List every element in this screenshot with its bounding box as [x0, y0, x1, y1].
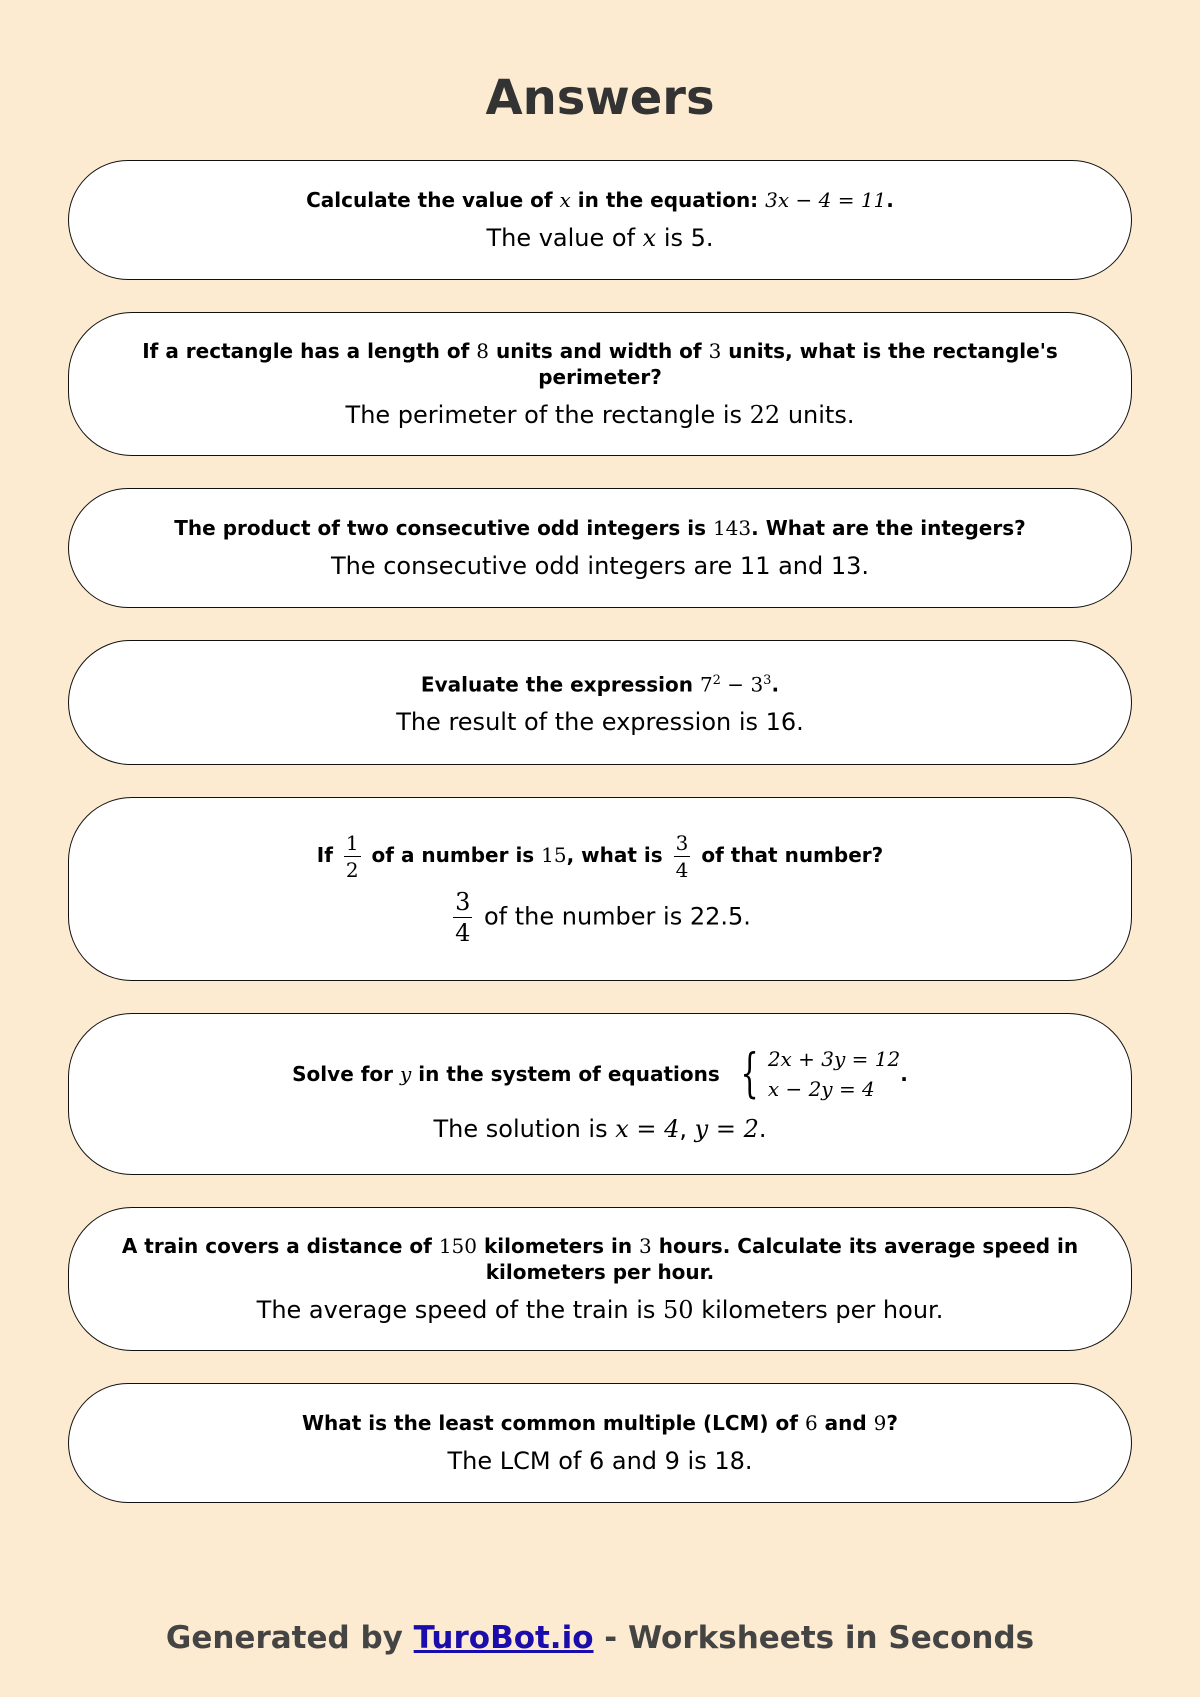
question-text: Calculate the value of x in the equation: 3x − 4 = 11.	[306, 188, 894, 212]
footer: Generated by TuroBot.io - Worksheets in Seconds	[165, 1620, 1035, 1656]
answer-text: The LCM of 6 and 9 is 18.	[447, 1447, 753, 1475]
answer-text: The average speed of the train is 50 kilometers per hour.	[256, 1296, 944, 1324]
question-text: A train covers a distance of 150 kilometers in 3 hours. Calculate its average speed in kilometers per hour.	[121, 1234, 1079, 1284]
answer-text: The result of the expression is 16.	[396, 708, 804, 737]
question-text: Evaluate the expression $7^2 - 3^3$.	[420, 672, 780, 697]
question-text: What is the least common multiple (LCM) of 6 and 9?	[301, 1411, 898, 1435]
answer-card-2	[68, 312, 1132, 456]
fraction: $\frac{3}{4}$	[675, 831, 689, 882]
fraction: $\frac{1}{2}$	[345, 831, 359, 882]
answer-text: The solution is x = 4, y = 2.	[433, 1115, 767, 1143]
question-text: Solve for y in the system of equations { 2x + 3y = 12 x − 2y = 4 .	[292, 1044, 908, 1104]
question-text: If a rectangle has a length of 8 units and width of 3 units, what is the rectangle's perimeter?	[142, 339, 1058, 389]
answer-card-8	[68, 1383, 1132, 1503]
answer-text: The value of x is 5.	[486, 224, 714, 252]
brace-icon: {	[740, 1044, 759, 1104]
question-text: If $\frac{1}{2}$ of a number is 15, what is $\frac{3}{4}$ of that number?	[316, 831, 884, 882]
fraction: $\frac{3}{4}$	[455, 888, 471, 947]
turobot-link[interactable]: TuroBot.io	[413, 1620, 594, 1656]
answer-text: The perimeter of the rectangle is 22 units.	[345, 401, 855, 429]
page-title: Answers	[485, 70, 715, 126]
answer-card-5	[68, 797, 1132, 981]
question-text: The product of two consecutive odd integers is 143. What are the integers?	[174, 516, 1026, 540]
equation-system: { 2x + 3y = 12 x − 2y = 4	[740, 1044, 901, 1104]
answer-card-6	[68, 1013, 1132, 1175]
answer-text: $\frac{3}{4}$ of the number is 22.5.	[455, 888, 751, 947]
answer-card-3	[68, 488, 1132, 608]
answer-card-7	[68, 1207, 1132, 1351]
answer-card-4	[68, 640, 1132, 765]
answer-text: The consecutive odd integers are 11 and 13.	[330, 552, 870, 580]
answer-card-1	[68, 160, 1132, 280]
